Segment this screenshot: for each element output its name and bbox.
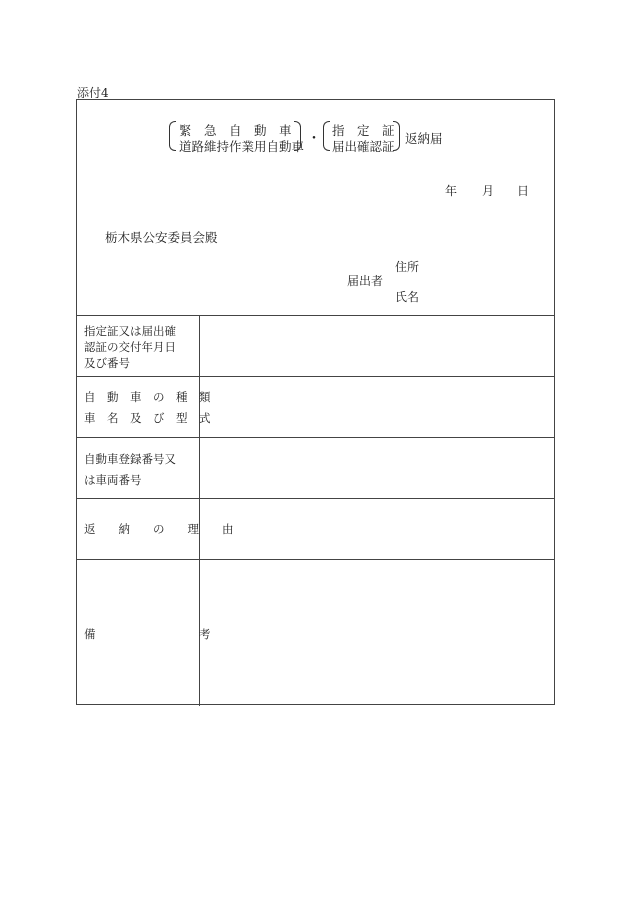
label-line: は車両番号 [84, 473, 142, 487]
title-separator: ・ [307, 131, 321, 147]
applicant-label: 届出者 [347, 274, 384, 288]
label-line: 自 動 車 の 種 類 [84, 390, 211, 404]
title-option-designation-certificate: 指 定 証 [332, 123, 395, 138]
title-option-road-maintenance-vehicle: 道路維持作業用自動車 [179, 139, 305, 154]
row-label-registration-number [77, 438, 200, 498]
title-option-notification-certificate: 届出確認証 [332, 139, 395, 154]
row-label-vehicle-type [77, 377, 211, 437]
label-line: 認証の交付年月日 [84, 340, 176, 354]
row-label-issue-date [77, 316, 200, 376]
label-line: 及び番号 [84, 356, 130, 370]
address-label: 住所 [395, 260, 420, 274]
title-suffix: 返納届 [405, 131, 443, 146]
table-row [77, 560, 554, 706]
table-row [77, 316, 554, 377]
right-bracket-close [393, 121, 400, 151]
label-line: 備 考 [84, 627, 211, 641]
title-option-emergency-vehicle: 緊 急 自 動 車 [179, 123, 292, 138]
date-year-label: 年 [445, 184, 458, 198]
date-day-label: 日 [517, 184, 530, 198]
attachment-label: 添付4 [77, 86, 109, 100]
label-line: 車 名 及 び 型 式 [84, 411, 211, 425]
form-title [169, 120, 469, 154]
return-reason-value-cell[interactable] [200, 499, 554, 559]
row-label-return-reason [77, 499, 234, 559]
addressee: 栃木県公安委員会殿 [105, 230, 218, 245]
registration-number-value-cell[interactable] [200, 438, 554, 498]
table-row [77, 499, 554, 560]
date-month-label: 月 [482, 184, 495, 198]
label-line: 指定証又は届出確 [84, 324, 176, 338]
vehicle-type-value-cell[interactable] [200, 377, 554, 437]
issue-date-value-cell[interactable] [200, 316, 554, 376]
form-header-section [77, 100, 554, 316]
name-label: 氏名 [395, 290, 420, 304]
table-row [77, 377, 554, 438]
left-bracket-close [294, 121, 301, 151]
row-label-remarks [77, 560, 211, 706]
label-line: 返 納 の 理 由 [84, 522, 234, 536]
remarks-value-cell[interactable] [200, 560, 554, 706]
right-bracket-open [323, 121, 330, 151]
label-line: 自動車登録番号又 [84, 452, 176, 466]
return-notification-form [76, 99, 555, 705]
table-row [77, 438, 554, 499]
left-bracket-open [169, 121, 176, 151]
